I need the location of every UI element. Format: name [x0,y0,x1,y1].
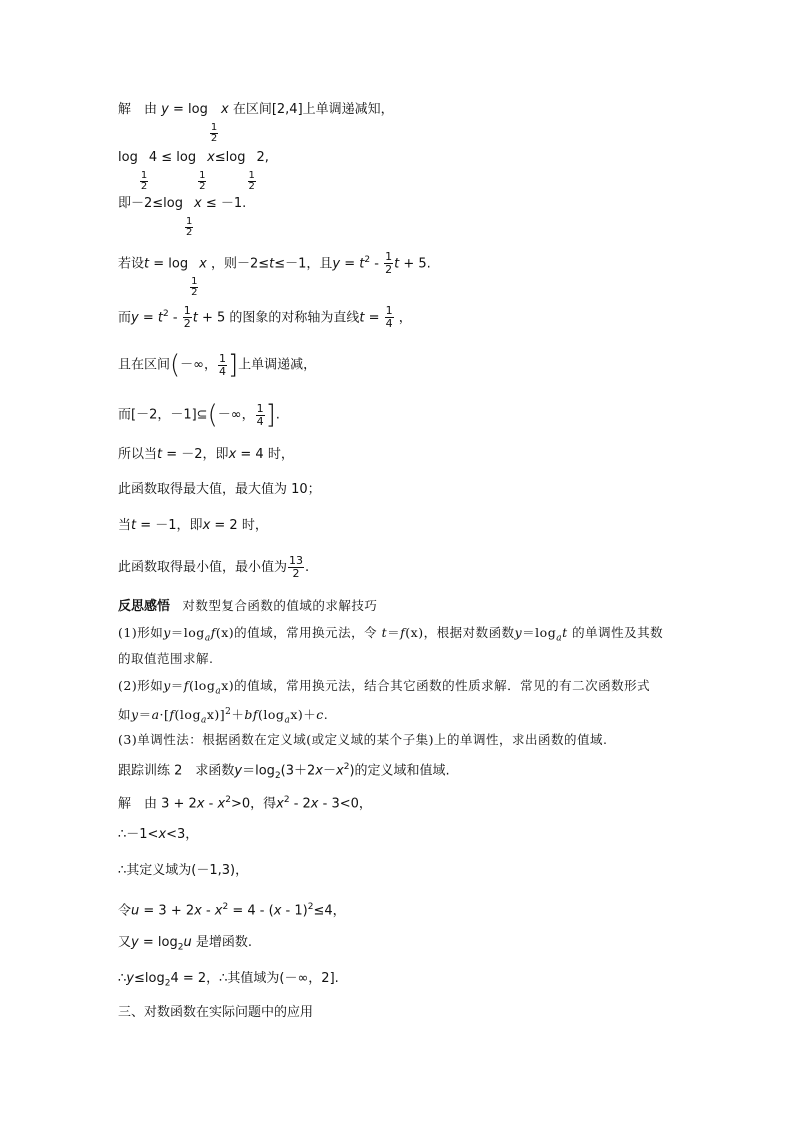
solution-line-11: 此函数取得最小值，最小值为 $\frac{13}{2}$ . [118,554,310,580]
solution2-line-6: $\therefore y\le\log_24 = 2$，∴其值域为(－∞，2]. [118,971,339,989]
solution-line-4: 若设t = log 1 2 x ，则－2≤t≤－1，且$y = t^2$ - $\frac{1}{2}$ t + 5. [118,250,431,299]
reflection-item-2-cont: 如$y=a\cdot[f(\log_ax)]^2+bf(\log_ax)+c$. [118,707,329,726]
solution2-line-3: ∴其定义域为(－1,3)， [118,863,249,878]
solution2-line-4: 令$u = 3 + 2x - x^2 = 4 - (x - 1)^2\le 4$， [118,902,346,919]
section-heading: 三、对数函数在实际问题中的应用 [118,1005,314,1020]
reflection-item-1-cont: 的取值范围求解. [118,651,214,666]
solution-line-8: 所以当t = －2，即x = 4 时， [118,447,294,462]
reflection-item-2: (2)形如$y=f(\log_ax)$的值域，常用换元法，结合其它函数的性质求解．常见的有二次函数形式 [118,678,651,697]
solution-line-10: 当t = －1，即x = 2 时， [118,518,268,533]
solution-line-3: 即－2≤log 1 2 x ≤ －1. [118,196,247,238]
solution2-line-5: 又$y = \log_2u$ 是增函数. [118,935,252,953]
solution-line-5: 而$y = t^2$ - $\frac{1}{2}$ t + 5 的图象的对称轴为直线t = $\frac{1}{4}$ ， [118,304,412,331]
reflection-title: 反思感悟 对数型复合函数的值域的求解技巧 [118,598,378,614]
solution2-line-1: 解 由 $3 + 2x - x^2>0$，得$x^2 - 2x - 3<0$， [118,795,372,812]
solution-line-9: 此函数取得最大值，最大值为 10； [118,482,321,497]
solution-line-1: 解 由 y = log 1 2 x 在区间[2,4]上单调递减知， [118,102,394,144]
tracking-exercise: 跟踪训练 2 求函数$y=\log_2(3+2x-x^2)$的定义域和值域. [118,762,450,781]
solution-line-2: log 1 2 4 ≤ log 1 2 x≤log 1 2 2, [118,150,269,192]
reflection-item-3: (3)单调性法：根据函数在定义域(或定义域的某个子集)上的单调性，求出函数的值域. [118,732,608,747]
solution2-line-2: ∴－1<x<3， [118,827,199,842]
solution-line-7: 而[－2，－1]⊆(－∞， $\frac{1}{4}$ ]. [118,400,280,430]
reflection-item-1: (1)形如$y=\log_af(x)$的值域，常用换元法，令 t＝f(x)，根据对数函数$y=\log_at$ 的单调性及其数 [118,625,664,644]
solution-line-6: 且在区间(－∞， $\frac{1}{4}$ ]上单调递减， [118,350,317,380]
